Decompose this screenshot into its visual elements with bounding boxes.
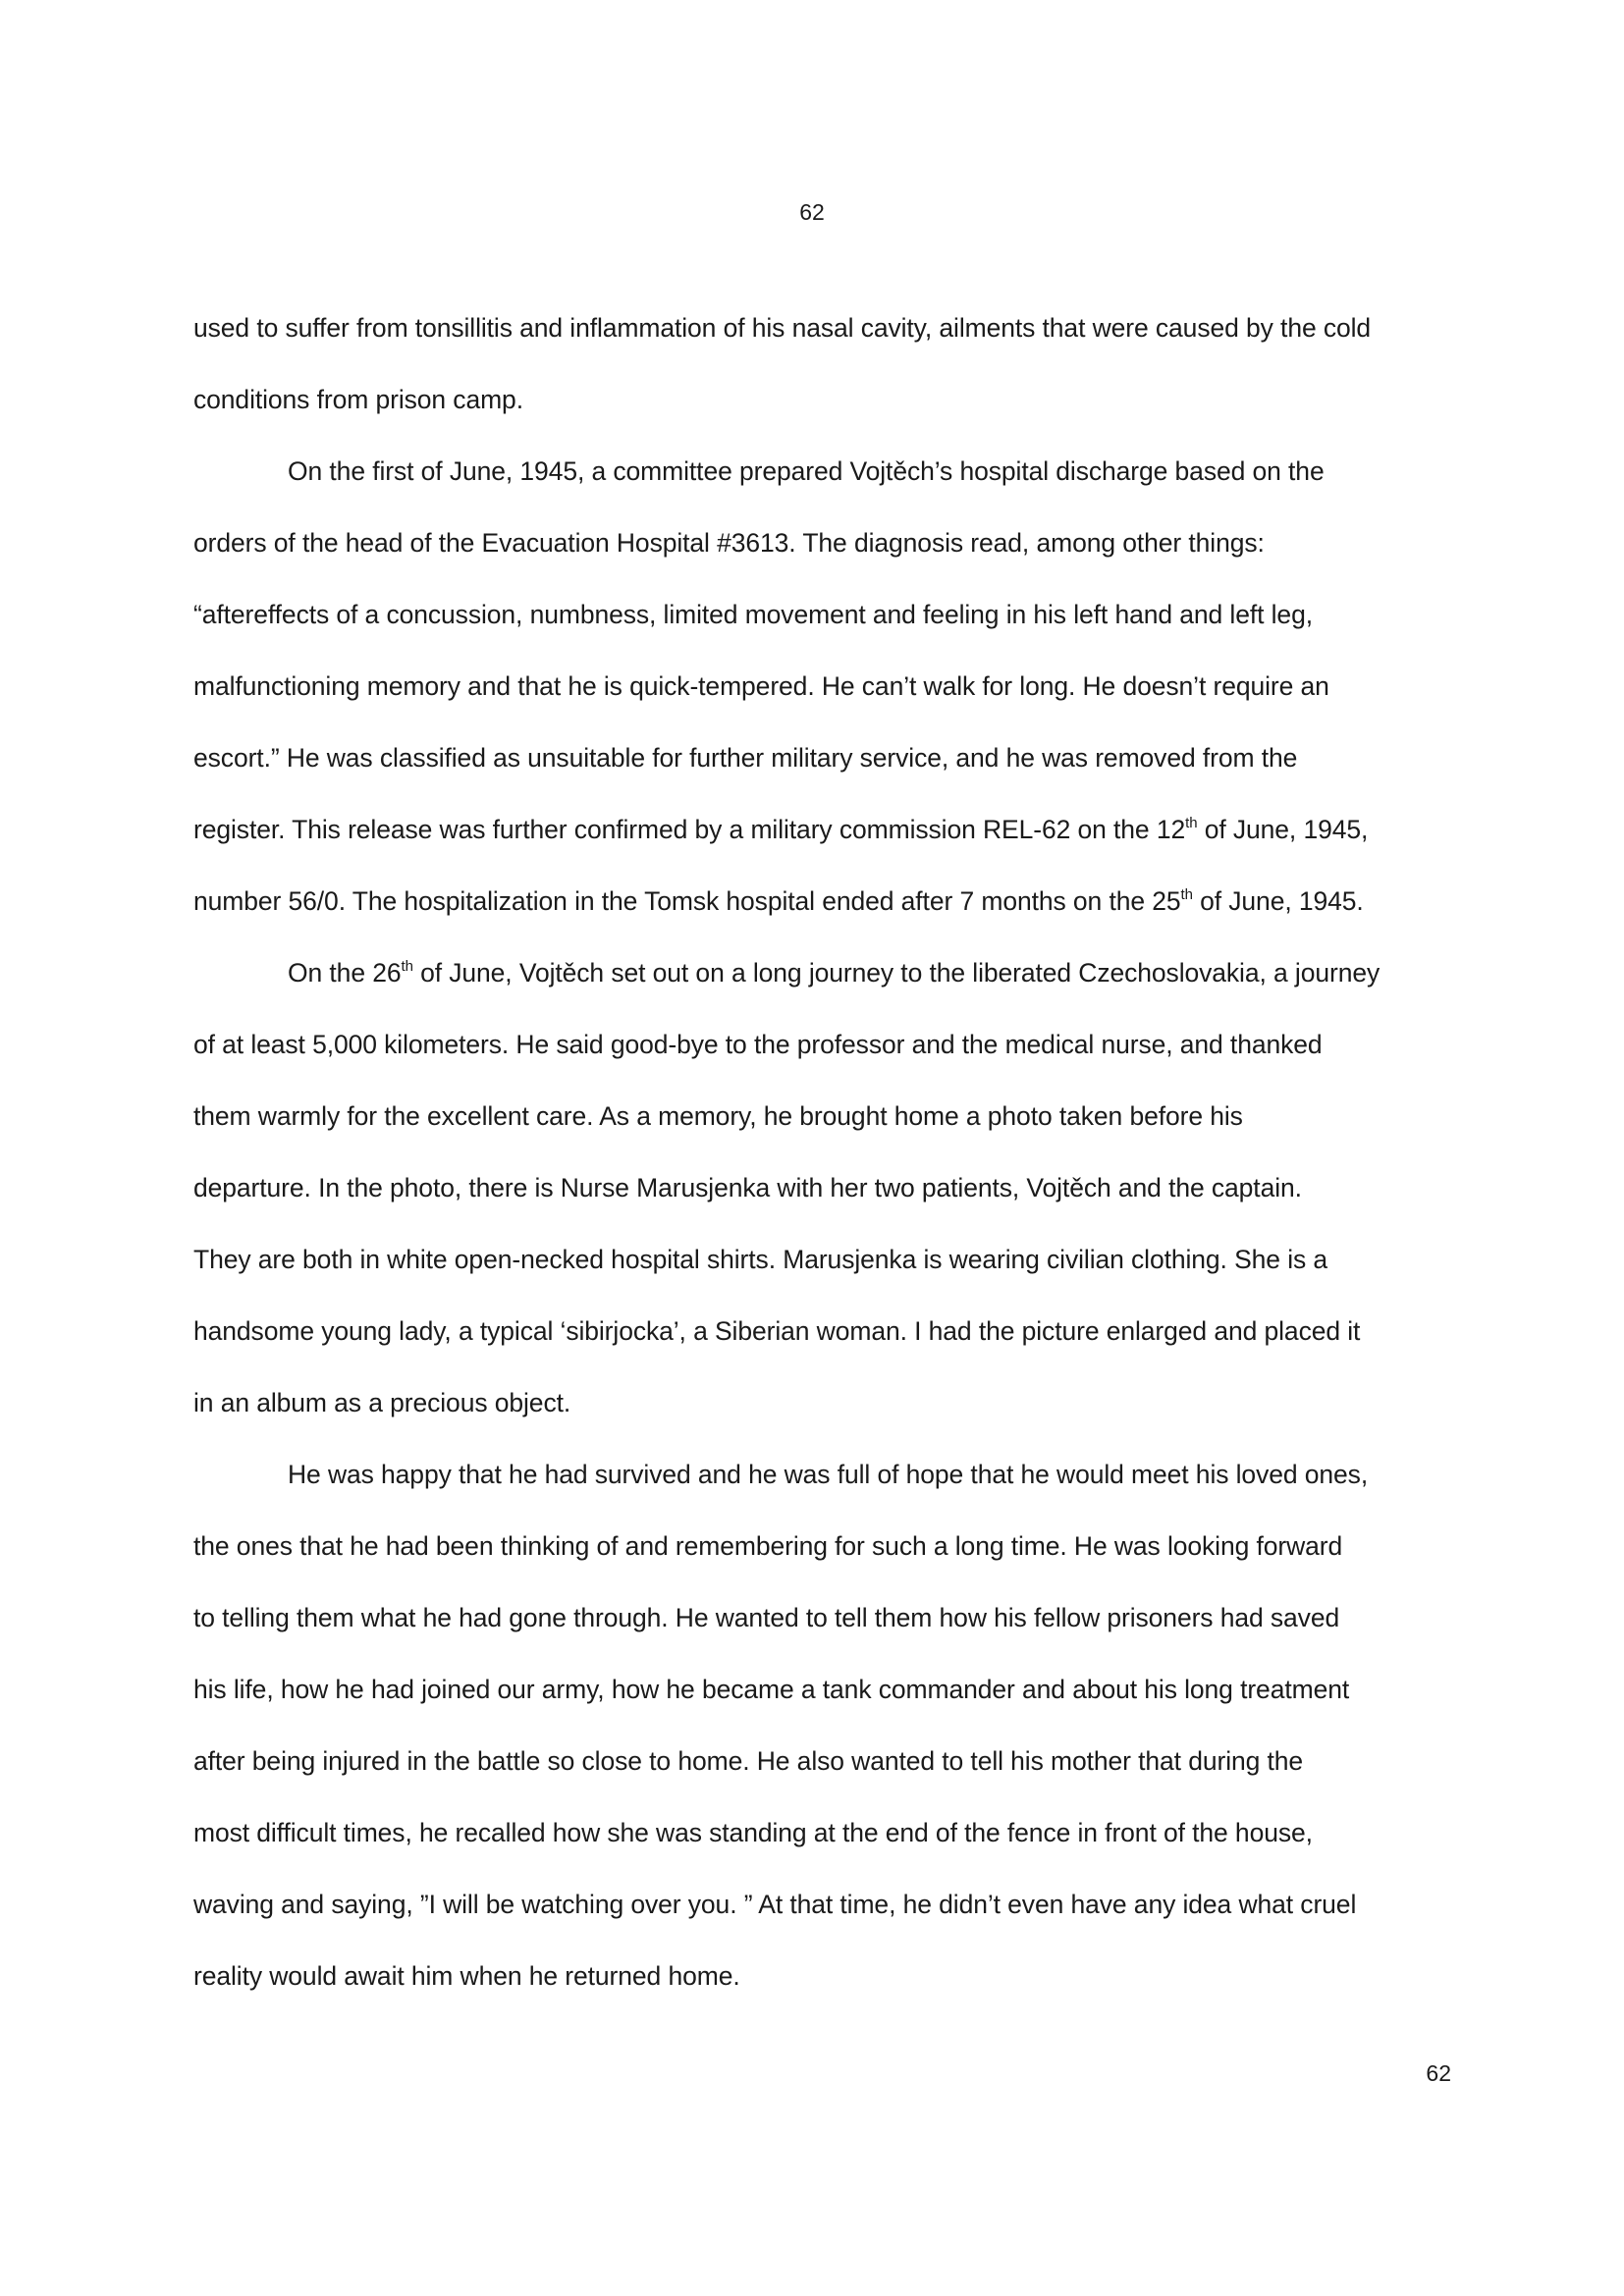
text-segment: of June, Vojtěch set out on a long journey to the liberated Czechoslovakia, a journey <box>412 958 1380 988</box>
paragraph-1 <box>193 293 1452 436</box>
text-line: handsome young lady, a typical ‘sibirjocka’, a Siberian woman. I had the picture enlarged and placed it <box>193 1316 1361 1346</box>
text-line: after being injured in the battle so close to home. He also wanted to tell his mother that during the <box>193 1746 1304 1776</box>
page-number-bottom: 62 <box>1426 2060 1451 2086</box>
text-line: most difficult times, he recalled how she was standing at the end of the fence in front of the house, <box>193 1818 1313 1847</box>
text-line: them warmly for the excellent care. As a memory, he brought home a photo taken before his <box>193 1101 1243 1131</box>
text-line-with-ordinal <box>193 937 1452 1009</box>
text-segment: number 56/0. The hospitalization in the Tomsk hospital ended after 7 months on the 25 <box>193 886 1181 916</box>
text-line: to telling them what he had gone through. He wanted to tell them how his fellow prisoners had saved <box>193 1603 1340 1632</box>
body-text <box>193 293 1452 2012</box>
text-line: his life, how he had joined our army, how he became a tank commander and about his long treatment <box>193 1675 1350 1704</box>
paragraph-3 <box>193 937 1452 1009</box>
paragraph-4-continued <box>193 1511 1452 2012</box>
paragraph-3-continued <box>193 1009 1452 1439</box>
text-line: the ones that he had been thinking of and remembering for such a long time. He was looking forward <box>193 1531 1343 1561</box>
text-line: escort.” He was classified as unsuitable for further military service, and he was removed from the <box>193 743 1298 773</box>
text-segment: of June, 1945. <box>1192 886 1364 916</box>
text-line: malfunctioning memory and that he is quick-tempered. He can’t walk for long. He doesn’t require an <box>193 671 1329 701</box>
text-line: in an album as a precious object. <box>193 1388 571 1417</box>
page-number-top: 62 <box>799 199 825 225</box>
text-line: of at least 5,000 kilometers. He said good-bye to the professor and the medical nurse, and thanked <box>193 1030 1323 1059</box>
ordinal-suffix: th <box>1185 815 1198 831</box>
text-segment: of June, 1945, <box>1197 815 1369 844</box>
text-line: used to suffer from tonsillitis and inflammation of his nasal cavity, ailments that were caused by the cold <box>193 313 1372 343</box>
paragraph-2-continued <box>193 507 1452 937</box>
ordinal-suffix: th <box>401 958 413 975</box>
paragraph-4 <box>193 1439 1452 1511</box>
text-line: departure. In the photo, there is Nurse Marusjenka with her two patients, Vojtěch and the captain. <box>193 1173 1302 1202</box>
text-line: On the first of June, 1945, a committee prepared Vojtěch’s hospital discharge based on the <box>288 456 1325 486</box>
text-line-with-ordinal <box>193 866 1452 937</box>
text-line: waving and saying, ”I will be watching over you. ” At that time, he didn’t even have any idea what cruel <box>193 1890 1357 1919</box>
paragraph-2 <box>193 436 1452 507</box>
text-line: They are both in white open-necked hospital shirts. Marusjenka is wearing civilian clothing. She is a <box>193 1245 1328 1274</box>
text-line: “aftereffects of a concussion, numbness, limited movement and feeling in his left hand and left leg, <box>193 600 1313 629</box>
text-line-with-ordinal <box>193 794 1452 866</box>
text-line: reality would await him when he returned home. <box>193 1961 740 1991</box>
text-segment: On the 26 <box>288 958 402 988</box>
text-segment: register. This release was further confirmed by a military commission REL-62 on the 12 <box>193 815 1186 844</box>
text-line: conditions from prison camp. <box>193 385 523 414</box>
text-line: He was happy that he had survived and he was full of hope that he would meet his loved ones, <box>288 1460 1369 1489</box>
text-line: orders of the head of the Evacuation Hospital #3613. The diagnosis read, among other things: <box>193 528 1265 558</box>
ordinal-suffix: th <box>1180 886 1193 903</box>
